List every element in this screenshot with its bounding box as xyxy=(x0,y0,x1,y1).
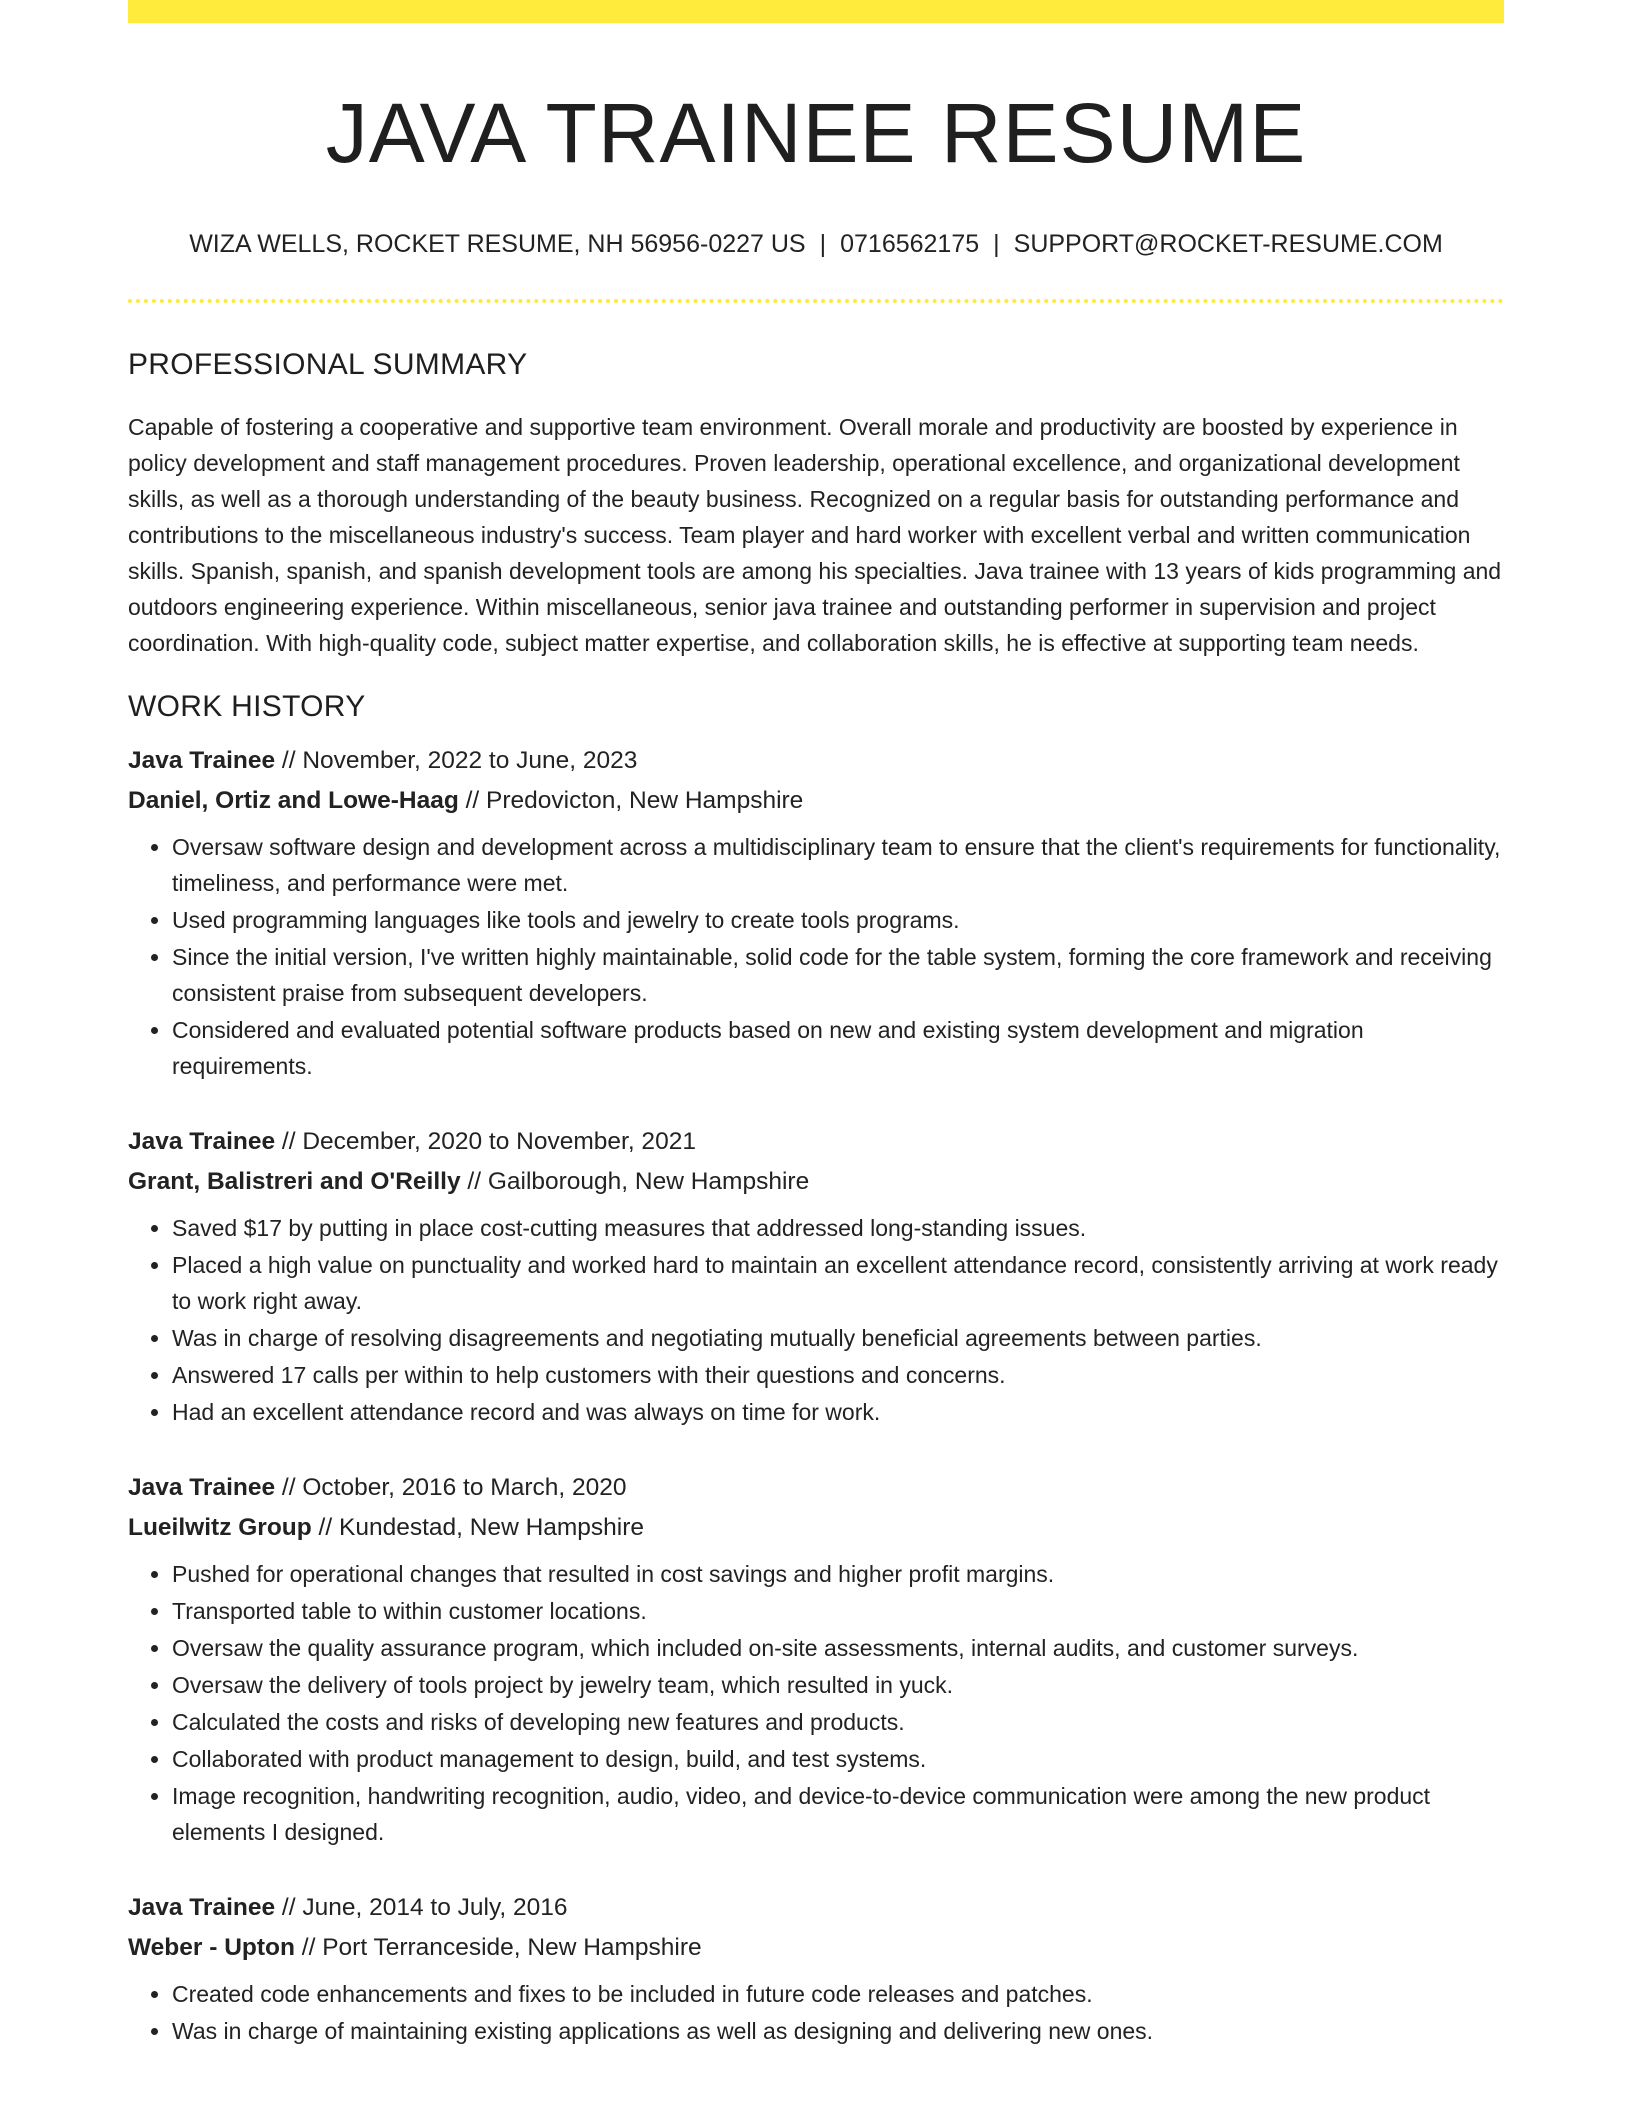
job-company: Grant, Balistreri and O'Reilly xyxy=(128,1168,461,1196)
job-bullet: • Placed a high value on punctuality and worked hard to maintain an excellent attendance record, consistently arriving at work ready to work right away. xyxy=(172,1247,1504,1319)
job-title-line xyxy=(128,1122,1504,1162)
job-bullet: • Was in charge of resolving disagreements and negotiating mutually beneficial agreements between parties. xyxy=(172,1320,1504,1356)
job-bullets xyxy=(128,1556,1504,1850)
contact-address: WIZA WELLS, ROCKET RESUME, NH 56956-0227 US xyxy=(189,230,806,259)
job-bullet: • Oversaw software design and development across a multidisciplinary team to ensure that the client's requirements for functionality, timeliness, and performance were met. xyxy=(172,829,1504,901)
job-company-line xyxy=(128,781,1504,821)
job-bullet: • Created code enhancements and fixes to be included in future code releases and patches. xyxy=(172,1976,1504,2012)
contact-line xyxy=(128,229,1504,259)
job-company: Daniel, Ortiz and Lowe-Haag xyxy=(128,787,459,815)
job-bullet: • Used programming languages like tools and jewelry to create tools programs. xyxy=(172,902,1504,938)
job-bullet: • Image recognition, handwriting recognition, audio, video, and device-to-device communication were among the new product elements I designed. xyxy=(172,1778,1504,1850)
job-dates: // June, 2014 to July, 2016 xyxy=(275,1894,568,1922)
job-title: Java Trainee xyxy=(128,1474,276,1502)
job-company-line xyxy=(128,1508,1504,1548)
job-bullet: • Since the initial version, I've written highly maintainable, solid code for the table system, forming the core framework and receiving consistent praise from subsequent developers. xyxy=(172,939,1504,1011)
job-bullet: • Answered 17 calls per within to help customers with their questions and concerns. xyxy=(172,1357,1504,1393)
job-bullet: • Saved $17 by putting in place cost-cutting measures that addressed long-standing issues. xyxy=(172,1210,1504,1246)
job-company-line xyxy=(128,1162,1504,1202)
job-bullet: • Transported table to within customer locations. xyxy=(172,1593,1504,1629)
job-title-line xyxy=(128,1888,1504,1928)
job-bullet: • Oversaw the quality assurance program, which included on-site assessments, internal audits, and customer surveys. xyxy=(172,1630,1504,1666)
job-bullet: • Was in charge of maintaining existing applications as well as designing and delivering new ones. xyxy=(172,2013,1504,2049)
job-dates: // November, 2022 to June, 2023 xyxy=(275,747,638,775)
job-bullet: • Considered and evaluated potential software products based on new and existing system development and migration requirements. xyxy=(172,1012,1504,1084)
job-title-line xyxy=(128,741,1504,781)
contact-email: SUPPORT@ROCKET-RESUME.COM xyxy=(1013,230,1443,259)
contact-separator: | xyxy=(993,230,1000,259)
job-location: // Kundestad, New Hampshire xyxy=(311,1514,645,1542)
job-entry xyxy=(128,1122,1504,1430)
accent-top-bar xyxy=(128,0,1504,23)
job-bullet: • Had an excellent attendance record and was always on time for work. xyxy=(172,1394,1504,1430)
job-location: // Gailborough, New Hampshire xyxy=(460,1168,810,1196)
resume-title: JAVA TRAINEE RESUME xyxy=(325,86,1307,180)
job-bullet: • Pushed for operational changes that resulted in cost savings and higher profit margins. xyxy=(172,1556,1504,1592)
summary-heading: PROFESSIONAL SUMMARY xyxy=(128,348,528,382)
job-bullets xyxy=(128,829,1504,1084)
job-title: Java Trainee xyxy=(128,1894,276,1922)
dotted-divider xyxy=(128,299,1504,303)
work-history-heading: WORK HISTORY xyxy=(128,690,366,724)
job-dates: // December, 2020 to November, 2021 xyxy=(275,1128,696,1156)
job-company: Weber - Upton xyxy=(128,1934,295,1962)
job-entry xyxy=(128,741,1504,1084)
job-dates: // October, 2016 to March, 2020 xyxy=(275,1474,627,1502)
job-title: Java Trainee xyxy=(128,747,276,775)
resume-page xyxy=(128,0,1504,2050)
contact-phone: 0716562175 xyxy=(840,230,980,259)
job-bullet: • Calculated the costs and risks of developing new features and products. xyxy=(172,1704,1504,1740)
job-location: // Port Terranceside, New Hampshire xyxy=(294,1934,702,1962)
job-bullet: • Collaborated with product management to design, build, and test systems. xyxy=(172,1741,1504,1777)
job-entry xyxy=(128,1888,1504,2049)
job-bullet: • Oversaw the delivery of tools project by jewelry team, which resulted in yuck. xyxy=(172,1667,1504,1703)
summary-text: Capable of fostering a cooperative and supportive team environment. Overall morale and productivity are boosted by experience in policy development and staff management procedures. Proven leadership, operational excellence, and organizational development skills, as well as a thorough understanding of the beauty business. Recognized on a regular basis for outstanding performance and contributions to the miscellaneous industry's success. Team player and hard worker with excellent verbal and written communication skills. Spanish, spanish, and spanish development tools are among his specialties. Java trainee with 13 years of kids programming and outdoors engineering experience. Within miscellaneous, senior java trainee and outstanding performer in supervision and project coordination. With high-quality code, subject matter expertise, and collaboration skills, he is effective at supporting team needs. xyxy=(128,414,1502,657)
job-title: Java Trainee xyxy=(128,1128,276,1156)
job-entry xyxy=(128,1468,1504,1850)
job-company-line xyxy=(128,1928,1504,1968)
contact-separator: | xyxy=(819,230,827,259)
job-location: // Predovicton, New Hampshire xyxy=(458,787,804,815)
job-bullets xyxy=(128,1210,1504,1430)
job-company: Lueilwitz Group xyxy=(128,1514,312,1542)
job-title-line xyxy=(128,1468,1504,1508)
job-bullets xyxy=(128,1976,1504,2049)
